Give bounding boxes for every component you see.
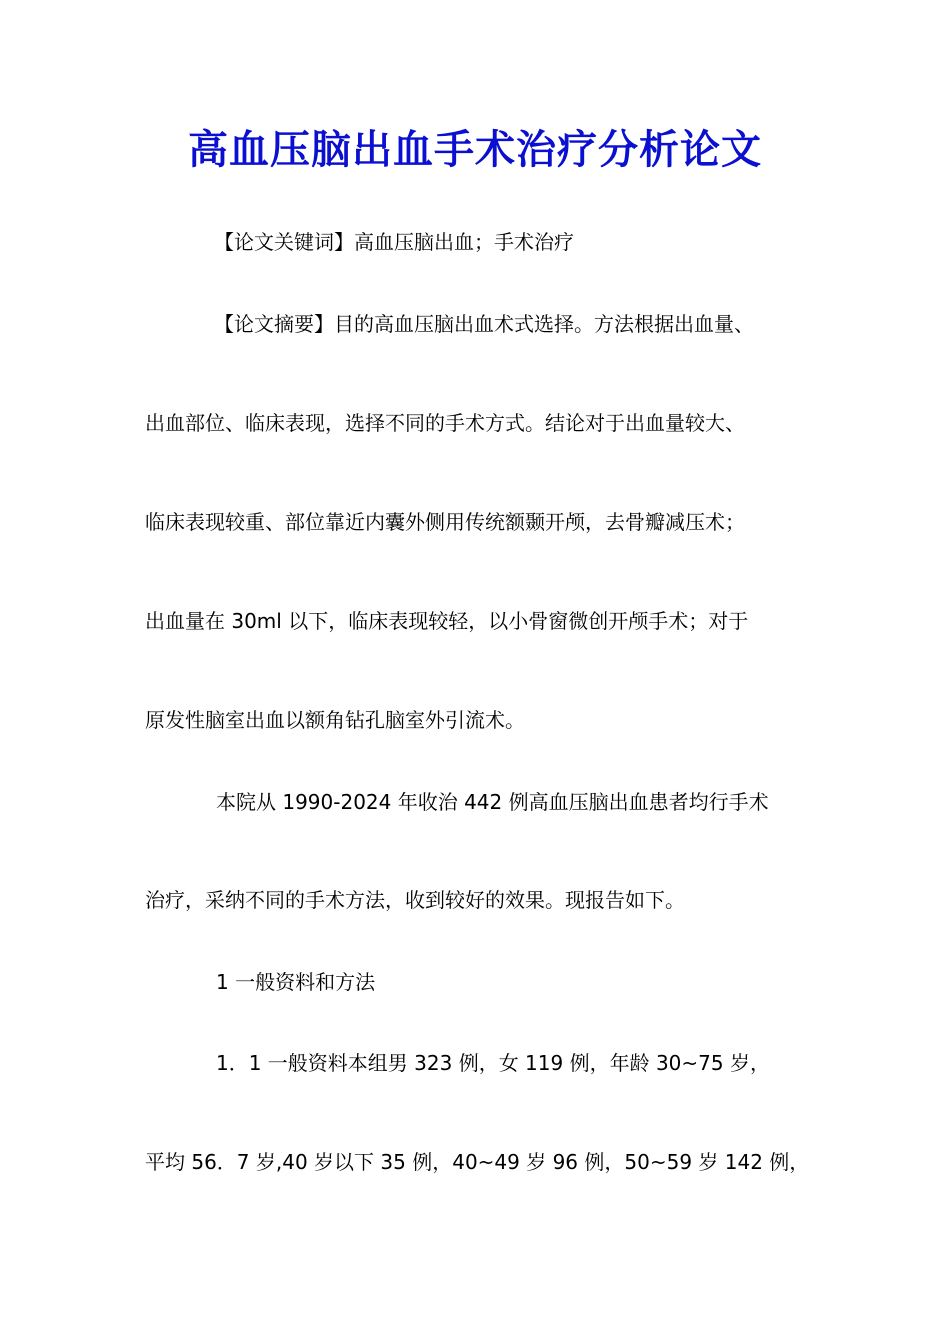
document-title: 高血压脑出血手术治疗分析论文 xyxy=(188,126,762,173)
paragraph-line: 1．1 一般资料本组男 323 例，女 119 例，年龄 30~75 岁， xyxy=(216,1051,770,1075)
abstract-line: 【论文摘要】目的高血压脑出血术式选择。方法根据出血量、 xyxy=(214,312,754,336)
body-line: 出血量在 30ml 以下，临床表现较轻，以小骨窗微创开颅手术；对于 xyxy=(145,609,749,633)
body-line: 平均 56．7 岁,40 岁以下 35 例，40~49 岁 96 例，50~59 岁 142 例， xyxy=(145,1150,810,1174)
body-line: 临床表现较重、部位靠近内囊外侧用传统额颞开颅，去骨瓣减压术； xyxy=(145,510,745,534)
section-heading: 1 一般资料和方法 xyxy=(216,970,376,994)
body-line: 治疗，采纳不同的手术方法，收到较好的效果。现报告如下。 xyxy=(145,888,685,912)
body-line: 原发性脑室出血以额角钻孔脑室外引流术。 xyxy=(145,708,525,732)
keywords-line: 【论文关键词】高血压脑出血；手术治疗 xyxy=(214,230,574,254)
body-line: 出血部位、临床表现，选择不同的手术方式。结论对于出血量较大、 xyxy=(145,411,745,435)
paragraph-line: 本院从 1990-2024 年收治 442 例高血压脑出血患者均行手术 xyxy=(216,790,769,814)
